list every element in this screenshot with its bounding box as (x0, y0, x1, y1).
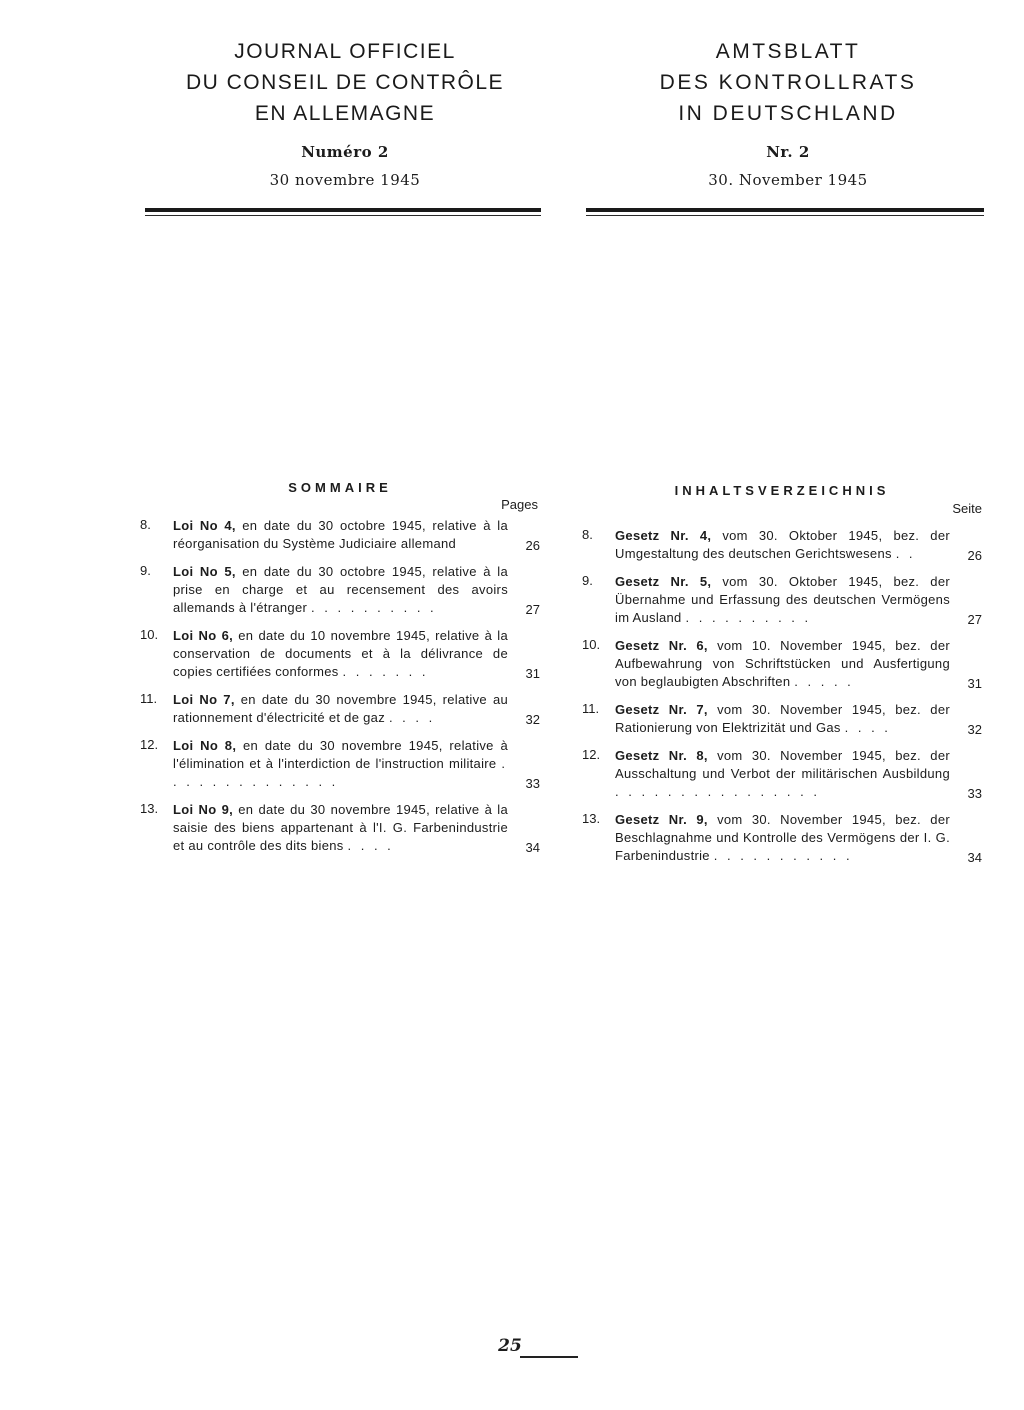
law-title: Gesetz Nr. 6, (615, 638, 708, 653)
dot-leader: . . . . . . . . . . . (713, 848, 853, 863)
law-description: en date du 30 novembre 1945, relative au rationnement d'électricité et de gaz (173, 692, 509, 725)
dot-leader: . . . . . (794, 674, 854, 689)
law-description: en date du 30 novembre 1945, relative à la saisie des biens appartenant à l'I. G. Farbenindustrie et au contrôle des dits biens (173, 802, 509, 853)
law-description: en date du 30 octobre 1945, relative à la réorganisation du Système Judiciaire allemand (173, 518, 508, 551)
toc-entry (140, 517, 540, 553)
law-description: en date du 30 octobre 1945, relative à la prise en charge et au recensement des avoirs allemands à l'étranger (173, 564, 508, 615)
dot-leader: . . . . . . . . . . (311, 600, 437, 615)
law-title: Gesetz Nr. 9, (615, 812, 708, 827)
issue-number: Numéro 2 (301, 143, 389, 161)
toc-entry (140, 627, 540, 681)
law-title: Loi No 4, (173, 518, 236, 533)
entry-text (615, 573, 950, 627)
dot-leader: . . . . . . . . . . . . . . . . (615, 784, 820, 799)
entry-text (615, 527, 950, 563)
issue-date: 30 novembre 1945 (269, 171, 421, 189)
entry-text (615, 637, 950, 691)
entry-number: 13. (582, 811, 601, 826)
entry-text (615, 811, 950, 865)
law-description: en date du 10 novembre 1945, relative à la conservation de documents et à la délivrance de copies certifiées conformes (173, 628, 509, 679)
law-title: Gesetz Nr. 7, (615, 702, 708, 717)
law-description: vom 30. November 1945, bez. der Rationierung von Elektrizität und Gas (615, 702, 950, 735)
toc-entry (582, 701, 982, 737)
masthead-line: IN DEUTSCHLAND (678, 102, 898, 125)
toc-entry (140, 691, 540, 727)
dot-leader: . . (895, 546, 916, 561)
page-number: 34 (967, 850, 982, 865)
entry-text (615, 701, 950, 737)
entry-number: 8. (582, 527, 593, 542)
entry-number: 10. (140, 627, 159, 642)
page-number: 31 (967, 676, 982, 691)
law-title: Loi No 9, (173, 802, 234, 817)
page-number: 33 (525, 776, 540, 791)
french-masthead (150, 36, 540, 189)
law-title: Gesetz Nr. 8, (615, 748, 708, 763)
entry-number: 11. (582, 701, 600, 716)
entry-text (615, 747, 950, 801)
issue-date: 30. November 1945 (708, 171, 868, 189)
page-number: 33 (967, 786, 982, 801)
masthead-line: JOURNAL OFFICIEL (234, 40, 456, 63)
law-title: Loi No 8, (173, 738, 237, 753)
entry-number: 11. (140, 691, 158, 706)
entry-number: 10. (582, 637, 601, 652)
page-number: 27 (525, 602, 540, 617)
dot-leader: . . . . (844, 720, 891, 735)
toc-entry (140, 737, 540, 791)
toc-entries (140, 517, 540, 855)
dot-leader: . . . . . . . (342, 664, 429, 679)
masthead-line: DES KONTROLLRATS (659, 71, 917, 94)
page-number: 31 (525, 666, 540, 681)
law-description: vom 10. November 1945, bez. der Aufbewahrung von Schriftstücken und Ausfertigung von beglaubigten Abschriften (615, 638, 950, 689)
entry-number: 8. (140, 517, 151, 532)
page-number: 32 (967, 722, 982, 737)
toc-entry (140, 563, 540, 617)
toc-title: INHALTSVERZEICHNIS (674, 483, 890, 498)
entry-number: 12. (582, 747, 601, 762)
masthead-line: EN ALLEMAGNE (254, 102, 436, 125)
entry-text (173, 801, 508, 855)
entry-text (173, 691, 508, 727)
german-toc (582, 480, 982, 865)
dot-leader: . . . . . . . . . . . . . . (173, 756, 508, 789)
page-number: 26 (525, 538, 540, 553)
header-rule (586, 208, 984, 220)
law-title: Loi No 5, (173, 564, 236, 579)
entry-number: 13. (140, 801, 159, 816)
page-number: 26 (967, 548, 982, 563)
toc-entry (582, 747, 982, 801)
entry-text (173, 737, 508, 791)
toc-entry (582, 637, 982, 691)
entry-number: 9. (140, 563, 151, 578)
page-number: 34 (525, 840, 540, 855)
page-folio: 25 (498, 1336, 522, 1356)
toc-entry (582, 527, 982, 563)
entry-number: 9. (582, 573, 593, 588)
issue-number: Nr. 2 (766, 143, 810, 161)
law-description: vom 30. November 1945, bez. der Ausschaltung und Verbot der militärischen Ausbildung (615, 748, 950, 781)
law-title: Gesetz Nr. 5, (615, 574, 712, 589)
dot-leader: . . . . (347, 838, 394, 853)
masthead-line: AMTSBLATT (715, 40, 861, 63)
law-title: Gesetz Nr. 4, (615, 528, 712, 543)
law-title: Loi No 6, (173, 628, 234, 643)
pages-label: Pages (501, 497, 538, 512)
dot-leader: . . . . . . . . . . (685, 610, 812, 625)
header-rule (145, 208, 541, 220)
toc-entry (582, 811, 982, 865)
toc-entry (140, 801, 540, 855)
entry-text (173, 627, 508, 681)
law-description: vom 30. November 1945, bez. der Beschlagnahme und Kontrolle des Vermögens der I. G. Farbenindustrie (615, 812, 950, 863)
toc-title: SOMMAIRE (288, 480, 392, 495)
french-toc (140, 480, 540, 855)
law-description: vom 30. Oktober 1945, bez. der Übernahme und Erfassung des deutschen Vermögens im Ausland (615, 574, 950, 625)
toc-entry (582, 573, 982, 627)
entry-number: 12. (140, 737, 159, 752)
entry-text (173, 563, 508, 617)
folio-underline (520, 1356, 578, 1358)
law-description: vom 30. Oktober 1945, bez. der Umgestaltung des deutschen Gerichtswesens (615, 528, 950, 561)
law-title: Loi No 7, (173, 692, 235, 707)
page-number: 32 (525, 712, 540, 727)
dot-leader: . . . . (388, 710, 436, 725)
law-description: en date du 30 novembre 1945, relative à l'élimination et à l'interdiction de l'instruction militaire (173, 738, 508, 771)
masthead-line: DU CONSEIL DE CONTRÔLE (185, 71, 505, 94)
german-masthead (590, 36, 986, 189)
toc-entries (582, 527, 982, 865)
entry-text (173, 517, 508, 553)
page-number: 27 (967, 612, 982, 627)
pages-label: Seite (952, 501, 982, 516)
